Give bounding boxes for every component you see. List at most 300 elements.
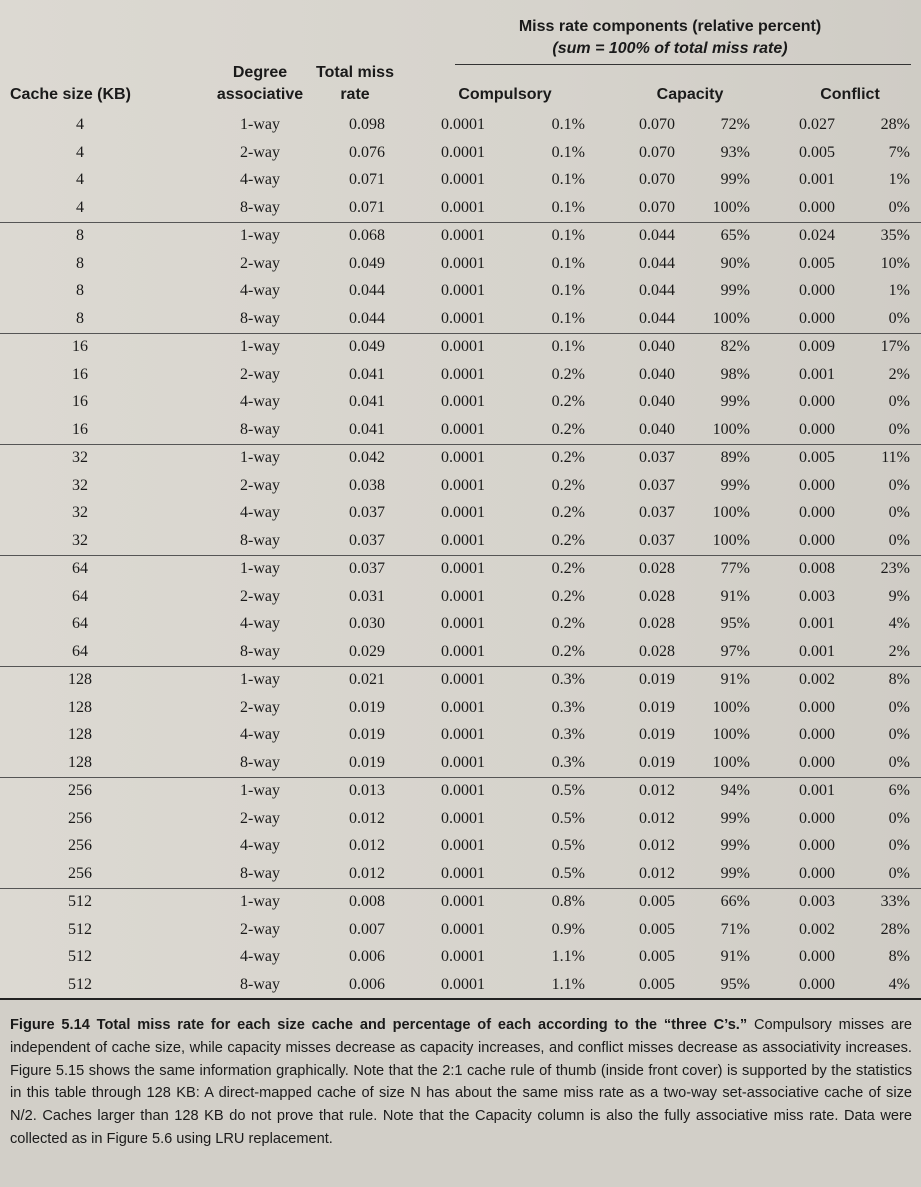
degree-heading-line1: Degree (232, 64, 288, 81)
cell-compulsory-pct: 0.1% (551, 227, 585, 244)
cell-degree: 4-way (240, 282, 280, 299)
cell-cache-size: 256 (68, 864, 92, 882)
cell-degree: 1-way (240, 893, 280, 910)
cell-conflict-rate: 0.003 (799, 893, 835, 910)
cell-capacity-rate: 0.005 (639, 893, 675, 910)
cell-total-miss-rate: 0.006 (349, 975, 385, 993)
total-heading-line1: Total miss (316, 64, 394, 81)
cell-compulsory-pct: 1.1% (551, 975, 585, 993)
miss-rate-components-heading: Miss rate components (relative percent) (518, 18, 822, 35)
cell-cache-size: 8 (76, 282, 84, 299)
cell-capacity-rate: 0.019 (639, 753, 675, 771)
table-row (0, 417, 921, 446)
cell-capacity-pct: 100% (712, 726, 750, 743)
cell-conflict-rate: 0.024 (799, 227, 835, 244)
cell-degree: 1-way (240, 560, 280, 577)
cell-conflict-rate: 0.000 (799, 282, 835, 299)
cell-conflict-pct: 7% (888, 143, 910, 161)
cell-cache-size: 4 (76, 171, 84, 188)
cell-compulsory-rate: 0.0001 (441, 782, 485, 799)
cell-conflict-pct: 4% (888, 975, 910, 993)
cell-conflict-pct: 8% (888, 671, 910, 688)
cell-conflict-pct: 11% (881, 449, 910, 466)
cell-compulsory-pct: 0.8% (551, 893, 585, 910)
cell-total-miss-rate: 0.007 (349, 920, 385, 938)
cell-capacity-pct: 90% (720, 254, 750, 272)
table-row (0, 861, 921, 890)
cell-total-miss-rate: 0.008 (349, 893, 385, 910)
miss-rate-sum-note: (sum = 100% of total miss rate) (552, 40, 788, 57)
cell-total-miss-rate: 0.049 (349, 254, 385, 272)
header-rule (455, 64, 911, 65)
table-row (0, 473, 921, 501)
cell-capacity-pct: 100% (712, 698, 750, 716)
cell-total-miss-rate: 0.012 (349, 864, 385, 882)
cell-conflict-pct: 0% (888, 531, 910, 549)
cell-compulsory-pct: 0.1% (551, 254, 585, 272)
cell-cache-size: 512 (68, 975, 92, 993)
cell-capacity-pct: 100% (712, 198, 750, 216)
table-row (0, 806, 921, 834)
cell-conflict-pct: 0% (888, 753, 910, 771)
cell-capacity-pct: 99% (720, 393, 750, 410)
cell-cache-size: 4 (76, 116, 84, 133)
cell-degree: 2-way (240, 476, 280, 494)
cell-total-miss-rate: 0.037 (349, 531, 385, 549)
cell-total-miss-rate: 0.049 (349, 338, 385, 355)
cell-conflict-pct: 1% (888, 282, 910, 299)
cell-compulsory-pct: 0.2% (551, 420, 585, 438)
cell-capacity-rate: 0.037 (639, 449, 675, 466)
cell-compulsory-rate: 0.0001 (441, 198, 485, 216)
cell-degree: 4-way (240, 726, 280, 743)
cell-capacity-rate: 0.012 (639, 837, 675, 854)
cell-conflict-pct: 0% (888, 393, 910, 410)
cell-capacity-pct: 72% (720, 116, 750, 133)
cell-degree: 8-way (240, 975, 280, 993)
cell-total-miss-rate: 0.044 (349, 309, 385, 327)
cell-compulsory-pct: 0.2% (551, 642, 585, 660)
cell-compulsory-rate: 0.0001 (441, 560, 485, 577)
cell-cache-size: 8 (76, 309, 84, 327)
cell-cache-size: 32 (72, 504, 88, 521)
cell-compulsory-pct: 0.1% (551, 171, 585, 188)
figure-label: Figure 5.14 Total miss rate for each size cache and percentage of each according to the “three C’s.” (10, 1017, 748, 1033)
cell-capacity-rate: 0.070 (639, 171, 675, 188)
cell-cache-size: 128 (68, 753, 92, 771)
cell-compulsory-rate: 0.0001 (441, 254, 485, 272)
cell-conflict-pct: 28% (880, 116, 910, 133)
cell-conflict-rate: 0.003 (799, 587, 835, 605)
cell-compulsory-rate: 0.0001 (441, 671, 485, 688)
cell-conflict-rate: 0.027 (799, 116, 835, 133)
cell-compulsory-rate: 0.0001 (441, 809, 485, 827)
caption-paragraph (10, 1014, 912, 1151)
cell-capacity-rate: 0.070 (639, 198, 675, 216)
cell-degree: 8-way (240, 753, 280, 771)
cell-conflict-rate: 0.000 (799, 837, 835, 854)
cell-conflict-rate: 0.000 (799, 393, 835, 410)
cell-compulsory-pct: 0.5% (551, 782, 585, 799)
cell-compulsory-pct: 0.1% (551, 338, 585, 355)
cell-compulsory-rate: 0.0001 (441, 642, 485, 660)
cell-cache-size: 256 (68, 782, 92, 799)
cell-conflict-rate: 0.000 (799, 531, 835, 549)
cell-capacity-pct: 91% (720, 671, 750, 688)
cell-conflict-rate: 0.001 (799, 782, 835, 799)
cell-capacity-rate: 0.044 (639, 254, 675, 272)
cell-conflict-rate: 0.000 (799, 948, 835, 965)
cell-compulsory-pct: 0.1% (551, 309, 585, 327)
cell-capacity-pct: 91% (720, 587, 750, 605)
table-row (0, 944, 921, 972)
cell-compulsory-rate: 0.0001 (441, 420, 485, 438)
cell-compulsory-pct: 0.3% (551, 698, 585, 716)
cell-capacity-pct: 99% (720, 809, 750, 827)
cell-total-miss-rate: 0.041 (349, 365, 385, 383)
cell-capacity-rate: 0.005 (639, 948, 675, 965)
cell-capacity-pct: 99% (720, 171, 750, 188)
cell-conflict-rate: 0.005 (799, 254, 835, 272)
cell-capacity-rate: 0.005 (639, 920, 675, 938)
cell-compulsory-pct: 0.1% (551, 282, 585, 299)
table-row (0, 362, 921, 390)
cell-degree: 1-way (240, 338, 280, 355)
cell-capacity-rate: 0.028 (639, 615, 675, 632)
cell-capacity-pct: 65% (720, 227, 750, 244)
cell-total-miss-rate: 0.019 (349, 698, 385, 716)
cell-conflict-rate: 0.001 (799, 171, 835, 188)
cell-cache-size: 128 (68, 698, 92, 716)
cell-conflict-pct: 1% (888, 171, 910, 188)
table-row (0, 112, 921, 140)
cell-conflict-pct: 0% (888, 837, 910, 854)
cell-cache-size: 32 (72, 531, 88, 549)
cell-compulsory-rate: 0.0001 (441, 615, 485, 632)
cell-cache-size: 64 (72, 560, 88, 577)
cell-capacity-pct: 89% (720, 449, 750, 466)
cell-cache-size: 8 (76, 254, 84, 272)
conflict-heading: Conflict (820, 86, 880, 103)
cell-total-miss-rate: 0.076 (349, 143, 385, 161)
cell-conflict-pct: 0% (888, 420, 910, 438)
cell-total-miss-rate: 0.041 (349, 393, 385, 410)
cell-compulsory-rate: 0.0001 (441, 338, 485, 355)
cell-capacity-rate: 0.019 (639, 671, 675, 688)
table-row (0, 500, 921, 528)
cell-total-miss-rate: 0.029 (349, 642, 385, 660)
cell-capacity-pct: 91% (720, 948, 750, 965)
cell-compulsory-rate: 0.0001 (441, 309, 485, 327)
cell-conflict-pct: 8% (888, 948, 910, 965)
cell-total-miss-rate: 0.041 (349, 420, 385, 438)
table-row (0, 140, 921, 168)
cell-capacity-pct: 100% (712, 420, 750, 438)
cell-capacity-rate: 0.005 (639, 975, 675, 993)
table-row (0, 445, 921, 473)
cell-degree: 1-way (240, 227, 280, 244)
cell-compulsory-pct: 0.2% (551, 476, 585, 494)
table-row (0, 889, 921, 917)
cell-compulsory-rate: 0.0001 (441, 171, 485, 188)
cell-compulsory-pct: 0.1% (551, 198, 585, 216)
cell-conflict-rate: 0.000 (799, 864, 835, 882)
cell-capacity-pct: 100% (712, 753, 750, 771)
table-row (0, 389, 921, 417)
cell-degree: 2-way (240, 143, 280, 161)
cell-conflict-rate: 0.000 (799, 698, 835, 716)
cell-conflict-pct: 0% (888, 726, 910, 743)
table-header (0, 14, 921, 110)
cell-cache-size: 32 (72, 476, 88, 494)
cell-capacity-pct: 100% (712, 531, 750, 549)
cell-conflict-pct: 9% (888, 587, 910, 605)
cell-cache-size: 64 (72, 615, 88, 632)
cell-conflict-rate: 0.000 (799, 753, 835, 771)
capacity-heading: Capacity (656, 86, 724, 103)
cell-degree: 1-way (240, 671, 280, 688)
cell-total-miss-rate: 0.037 (349, 560, 385, 577)
table-row (0, 167, 921, 195)
cell-cache-size: 64 (72, 642, 88, 660)
cell-degree: 4-way (240, 393, 280, 410)
cell-cache-size: 32 (72, 449, 88, 466)
cell-cache-size: 512 (68, 920, 92, 938)
cell-conflict-pct: 0% (888, 698, 910, 716)
cell-compulsory-pct: 0.3% (551, 671, 585, 688)
cell-compulsory-rate: 0.0001 (441, 227, 485, 244)
cell-total-miss-rate: 0.037 (349, 504, 385, 521)
cell-capacity-rate: 0.037 (639, 476, 675, 494)
cell-compulsory-pct: 0.3% (551, 726, 585, 743)
cell-degree: 8-way (240, 864, 280, 882)
cell-degree: 1-way (240, 116, 280, 133)
cell-conflict-rate: 0.000 (799, 309, 835, 327)
cell-capacity-rate: 0.040 (639, 365, 675, 383)
cell-conflict-rate: 0.001 (799, 365, 835, 383)
degree-heading-line2: associative (216, 86, 304, 103)
cell-compulsory-rate: 0.0001 (441, 975, 485, 993)
cell-compulsory-rate: 0.0001 (441, 864, 485, 882)
table-row (0, 639, 921, 668)
cell-capacity-pct: 100% (712, 309, 750, 327)
table-row (0, 778, 921, 806)
cell-degree: 2-way (240, 809, 280, 827)
cell-capacity-rate: 0.037 (639, 531, 675, 549)
cell-cache-size: 64 (72, 587, 88, 605)
cell-total-miss-rate: 0.038 (349, 476, 385, 494)
cell-cache-size: 16 (72, 338, 88, 355)
cell-capacity-rate: 0.044 (639, 227, 675, 244)
cell-capacity-pct: 93% (720, 143, 750, 161)
cell-degree: 8-way (240, 420, 280, 438)
cell-conflict-rate: 0.001 (799, 615, 835, 632)
cell-degree: 4-way (240, 948, 280, 965)
cell-conflict-rate: 0.009 (799, 338, 835, 355)
cell-conflict-pct: 0% (888, 504, 910, 521)
figure-caption (0, 998, 921, 1187)
cell-degree: 4-way (240, 504, 280, 521)
table-row (0, 750, 921, 779)
cell-cache-size: 128 (68, 726, 92, 743)
cell-total-miss-rate: 0.071 (349, 198, 385, 216)
cell-capacity-rate: 0.012 (639, 864, 675, 882)
cell-cache-size: 4 (76, 143, 84, 161)
cell-cache-size: 256 (68, 809, 92, 827)
total-heading-line2: rate (340, 86, 370, 103)
cell-total-miss-rate: 0.071 (349, 171, 385, 188)
cell-conflict-rate: 0.000 (799, 420, 835, 438)
table-row (0, 334, 921, 362)
cell-total-miss-rate: 0.030 (349, 615, 385, 632)
cell-conflict-pct: 33% (880, 893, 910, 910)
cell-compulsory-pct: 1.1% (551, 948, 585, 965)
cell-capacity-rate: 0.028 (639, 587, 675, 605)
table-row (0, 695, 921, 723)
cell-conflict-pct: 0% (888, 809, 910, 827)
cell-conflict-pct: 10% (880, 254, 910, 272)
cell-conflict-pct: 0% (888, 864, 910, 882)
cell-compulsory-pct: 0.5% (551, 809, 585, 827)
cell-capacity-pct: 94% (720, 782, 750, 799)
cell-degree: 4-way (240, 837, 280, 854)
cell-capacity-rate: 0.028 (639, 642, 675, 660)
cell-conflict-rate: 0.008 (799, 560, 835, 577)
degree-associative-heading (205, 62, 315, 106)
cell-conflict-pct: 2% (888, 642, 910, 660)
cell-compulsory-pct: 0.2% (551, 365, 585, 383)
cell-cache-size: 256 (68, 837, 92, 854)
cell-compulsory-pct: 0.2% (551, 587, 585, 605)
cell-cache-size: 4 (76, 198, 84, 216)
table-row (0, 584, 921, 612)
cell-degree: 1-way (240, 449, 280, 466)
table-row (0, 722, 921, 750)
cell-conflict-rate: 0.000 (799, 726, 835, 743)
cell-total-miss-rate: 0.019 (349, 753, 385, 771)
cell-compulsory-rate: 0.0001 (441, 365, 485, 383)
cell-total-miss-rate: 0.068 (349, 227, 385, 244)
cell-conflict-pct: 28% (880, 920, 910, 938)
compulsory-heading: Compulsory (458, 86, 552, 103)
cell-capacity-rate: 0.037 (639, 504, 675, 521)
cell-degree: 8-way (240, 642, 280, 660)
cell-capacity-rate: 0.070 (639, 116, 675, 133)
cell-degree: 4-way (240, 171, 280, 188)
cell-compulsory-rate: 0.0001 (441, 143, 485, 161)
cell-degree: 1-way (240, 782, 280, 799)
table-row (0, 278, 921, 306)
table-row (0, 972, 921, 1001)
cell-degree: 4-way (240, 615, 280, 632)
cell-degree: 8-way (240, 531, 280, 549)
cell-capacity-pct: 71% (720, 920, 750, 938)
cell-compulsory-rate: 0.0001 (441, 948, 485, 965)
cell-conflict-pct: 0% (888, 476, 910, 494)
cell-compulsory-pct: 0.2% (551, 531, 585, 549)
table-row (0, 306, 921, 335)
cell-cache-size: 512 (68, 948, 92, 965)
cell-capacity-rate: 0.040 (639, 420, 675, 438)
cell-conflict-rate: 0.002 (799, 671, 835, 688)
cell-capacity-rate: 0.012 (639, 809, 675, 827)
cell-total-miss-rate: 0.021 (349, 671, 385, 688)
cell-capacity-rate: 0.019 (639, 726, 675, 743)
cell-compulsory-rate: 0.0001 (441, 893, 485, 910)
cell-capacity-rate: 0.019 (639, 698, 675, 716)
cell-total-miss-rate: 0.012 (349, 837, 385, 854)
cell-compulsory-pct: 0.2% (551, 560, 585, 577)
cell-total-miss-rate: 0.012 (349, 809, 385, 827)
cell-conflict-rate: 0.001 (799, 642, 835, 660)
cell-conflict-pct: 0% (888, 198, 910, 216)
cell-capacity-pct: 99% (720, 282, 750, 299)
cell-capacity-rate: 0.044 (639, 282, 675, 299)
cell-capacity-rate: 0.040 (639, 338, 675, 355)
table-row (0, 251, 921, 279)
cell-conflict-pct: 2% (888, 365, 910, 383)
cell-conflict-rate: 0.000 (799, 198, 835, 216)
cell-capacity-pct: 77% (720, 560, 750, 577)
cell-compulsory-rate: 0.0001 (441, 837, 485, 854)
cell-capacity-pct: 99% (720, 476, 750, 494)
cell-capacity-pct: 95% (720, 615, 750, 632)
cell-cache-size: 128 (68, 671, 92, 688)
cell-compulsory-rate: 0.0001 (441, 282, 485, 299)
cell-degree: 2-way (240, 587, 280, 605)
cell-degree: 2-way (240, 254, 280, 272)
cell-total-miss-rate: 0.044 (349, 282, 385, 299)
miss-rate-table (0, 112, 921, 1000)
cell-cache-size: 16 (72, 393, 88, 410)
cell-capacity-rate: 0.028 (639, 560, 675, 577)
cell-conflict-pct: 35% (880, 227, 910, 244)
cell-compulsory-pct: 0.3% (551, 753, 585, 771)
cell-total-miss-rate: 0.013 (349, 782, 385, 799)
cache-size-heading: Cache size (KB) (10, 86, 131, 103)
cell-compulsory-pct: 0.2% (551, 504, 585, 521)
cell-compulsory-pct: 0.1% (551, 143, 585, 161)
table-row (0, 223, 921, 251)
cell-conflict-rate: 0.000 (799, 975, 835, 993)
cell-total-miss-rate: 0.098 (349, 116, 385, 133)
table-row (0, 556, 921, 584)
cell-conflict-pct: 23% (880, 560, 910, 577)
total-miss-rate-heading (305, 62, 405, 106)
cell-capacity-rate: 0.012 (639, 782, 675, 799)
cell-conflict-rate: 0.000 (799, 476, 835, 494)
cell-degree: 8-way (240, 198, 280, 216)
cell-compulsory-rate: 0.0001 (441, 116, 485, 133)
cell-compulsory-pct: 0.5% (551, 837, 585, 854)
cell-capacity-pct: 99% (720, 837, 750, 854)
cell-conflict-rate: 0.005 (799, 449, 835, 466)
cell-conflict-rate: 0.000 (799, 809, 835, 827)
cell-capacity-pct: 100% (712, 504, 750, 521)
cell-conflict-pct: 17% (880, 338, 910, 355)
cell-capacity-pct: 95% (720, 975, 750, 993)
cell-conflict-pct: 0% (888, 309, 910, 327)
table-row (0, 667, 921, 695)
cell-conflict-pct: 4% (888, 615, 910, 632)
cell-capacity-pct: 97% (720, 642, 750, 660)
cell-degree: 2-way (240, 698, 280, 716)
cell-capacity-pct: 66% (720, 893, 750, 910)
cell-cache-size: 512 (68, 893, 92, 910)
cell-compulsory-rate: 0.0001 (441, 726, 485, 743)
cell-conflict-pct: 6% (888, 782, 910, 799)
cell-compulsory-rate: 0.0001 (441, 698, 485, 716)
